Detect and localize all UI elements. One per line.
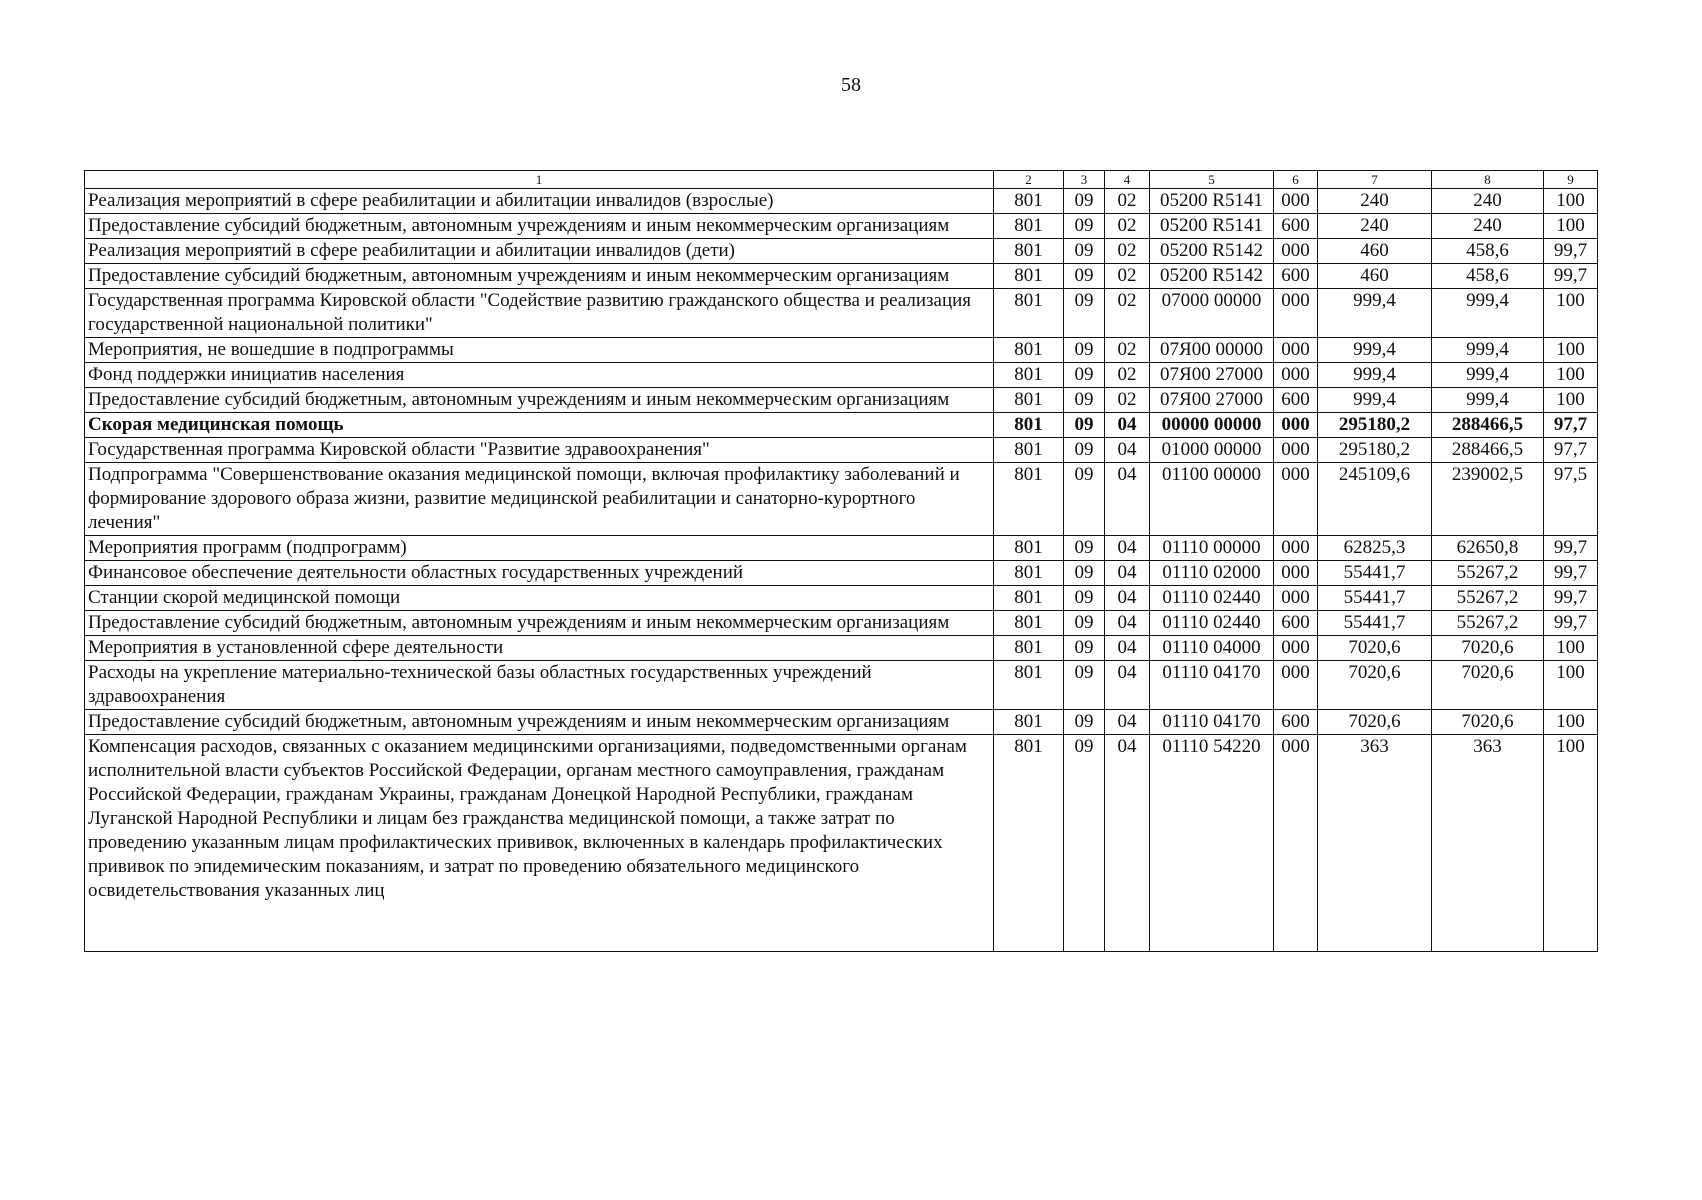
section-code-cell: 09 (1064, 214, 1105, 239)
target-article-cell: 05200 R5142 (1150, 239, 1274, 264)
row-description: Расходы на укрепление материально-технической базы областных государственных учреждений здравоохранения (85, 661, 994, 710)
section-code-cell: 09 (1064, 363, 1105, 388)
table-row (85, 214, 1598, 239)
table-row (85, 338, 1598, 363)
admin-code-cell: 801 (994, 264, 1064, 289)
execution-percent-cell: 100 (1544, 388, 1598, 413)
planned-amount-cell: 55441,7 (1318, 586, 1432, 611)
table-row (85, 661, 1598, 710)
subsection-code-cell: 04 (1105, 611, 1150, 636)
executed-amount-cell: 240 (1432, 189, 1544, 214)
column-header: 3 (1064, 171, 1105, 189)
admin-code-cell: 801 (994, 289, 1064, 338)
section-code-cell: 09 (1064, 438, 1105, 463)
section-code-cell: 09 (1064, 611, 1105, 636)
admin-code-cell: 801 (994, 338, 1064, 363)
row-description: Предоставление субсидий бюджетным, автономным учреждениям и иным некоммерческим организациям (85, 388, 994, 413)
section-code-cell: 09 (1064, 735, 1105, 952)
section-code-cell: 09 (1064, 338, 1105, 363)
column-header: 8 (1432, 171, 1544, 189)
executed-amount-cell: 999,4 (1432, 363, 1544, 388)
target-article-cell: 01000 00000 (1150, 438, 1274, 463)
row-description: Мероприятия в установленной сфере деятельности (85, 636, 994, 661)
planned-amount-cell: 55441,7 (1318, 561, 1432, 586)
subsection-code-cell: 02 (1105, 239, 1150, 264)
admin-code-cell: 801 (994, 735, 1064, 952)
section-code-cell: 09 (1064, 463, 1105, 536)
subsection-code-cell: 02 (1105, 214, 1150, 239)
expense-type-cell: 000 (1274, 536, 1318, 561)
expense-type-cell: 000 (1274, 463, 1318, 536)
budget-table (84, 170, 1598, 952)
subsection-code-cell: 04 (1105, 561, 1150, 586)
admin-code-cell: 801 (994, 363, 1064, 388)
executed-amount-cell: 458,6 (1432, 264, 1544, 289)
subsection-code-cell: 02 (1105, 264, 1150, 289)
subsection-code-cell: 04 (1105, 586, 1150, 611)
subsection-code-cell: 04 (1105, 413, 1150, 438)
target-article-cell: 01110 02440 (1150, 586, 1274, 611)
admin-code-cell: 801 (994, 438, 1064, 463)
target-article-cell: 01110 54220 (1150, 735, 1274, 952)
subsection-code-cell: 02 (1105, 363, 1150, 388)
row-description: Государственная программа Кировской области "Содействие развитию гражданского общества и реализация государственной национальной политики" (85, 289, 994, 338)
table-row (85, 388, 1598, 413)
column-header: 7 (1318, 171, 1432, 189)
expense-type-cell: 000 (1274, 438, 1318, 463)
admin-code-cell: 801 (994, 561, 1064, 586)
target-article-cell: 01110 00000 (1150, 536, 1274, 561)
subsection-code-cell: 04 (1105, 710, 1150, 735)
admin-code-cell: 801 (994, 611, 1064, 636)
subsection-code-cell: 04 (1105, 661, 1150, 710)
row-description: Предоставление субсидий бюджетным, автономным учреждениям и иным некоммерческим организациям (85, 214, 994, 239)
section-code-cell: 09 (1064, 636, 1105, 661)
executed-amount-cell: 240 (1432, 214, 1544, 239)
table-row (85, 561, 1598, 586)
expense-type-cell: 600 (1274, 214, 1318, 239)
table-row (85, 289, 1598, 338)
section-code-cell: 09 (1064, 413, 1105, 438)
executed-amount-cell: 458,6 (1432, 239, 1544, 264)
executed-amount-cell: 55267,2 (1432, 586, 1544, 611)
column-header: 4 (1105, 171, 1150, 189)
subsection-code-cell: 02 (1105, 189, 1150, 214)
executed-amount-cell: 288466,5 (1432, 413, 1544, 438)
admin-code-cell: 801 (994, 214, 1064, 239)
target-article-cell: 07Я00 27000 (1150, 363, 1274, 388)
column-header: 5 (1150, 171, 1274, 189)
executed-amount-cell: 7020,6 (1432, 661, 1544, 710)
table-row (85, 463, 1598, 536)
executed-amount-cell: 7020,6 (1432, 710, 1544, 735)
execution-percent-cell: 100 (1544, 363, 1598, 388)
executed-amount-cell: 288466,5 (1432, 438, 1544, 463)
planned-amount-cell: 999,4 (1318, 388, 1432, 413)
section-code-cell: 09 (1064, 264, 1105, 289)
planned-amount-cell: 7020,6 (1318, 710, 1432, 735)
expense-type-cell: 000 (1274, 413, 1318, 438)
admin-code-cell: 801 (994, 710, 1064, 735)
table-row (85, 536, 1598, 561)
subsection-code-cell: 02 (1105, 338, 1150, 363)
planned-amount-cell: 55441,7 (1318, 611, 1432, 636)
table-row (85, 586, 1598, 611)
table-row (85, 735, 1598, 952)
table-body (85, 189, 1598, 952)
row-description: Государственная программа Кировской области "Развитие здравоохранения" (85, 438, 994, 463)
target-article-cell: 01110 04170 (1150, 661, 1274, 710)
row-description: Скорая медицинская помощь (85, 413, 994, 438)
expense-type-cell: 000 (1274, 289, 1318, 338)
execution-percent-cell: 100 (1544, 710, 1598, 735)
admin-code-cell: 801 (994, 586, 1064, 611)
execution-percent-cell: 100 (1544, 636, 1598, 661)
row-description: Реализация мероприятий в сфере реабилитации и абилитации инвалидов (дети) (85, 239, 994, 264)
section-code-cell: 09 (1064, 189, 1105, 214)
row-description: Предоставление субсидий бюджетным, автономным учреждениям и иным некоммерческим организациям (85, 264, 994, 289)
section-code-cell: 09 (1064, 536, 1105, 561)
column-header: 6 (1274, 171, 1318, 189)
target-article-cell: 01110 04000 (1150, 636, 1274, 661)
section-code-cell: 09 (1064, 388, 1105, 413)
row-description: Предоставление субсидий бюджетным, автономным учреждениям и иным некоммерческим организациям (85, 611, 994, 636)
column-header: 9 (1544, 171, 1598, 189)
admin-code-cell: 801 (994, 636, 1064, 661)
subsection-code-cell: 04 (1105, 636, 1150, 661)
row-description: Финансовое обеспечение деятельности областных государственных учреждений (85, 561, 994, 586)
section-code-cell: 09 (1064, 586, 1105, 611)
target-article-cell: 05200 R5141 (1150, 189, 1274, 214)
section-code-cell: 09 (1064, 289, 1105, 338)
subsection-code-cell: 04 (1105, 463, 1150, 536)
executed-amount-cell: 999,4 (1432, 338, 1544, 363)
target-article-cell: 01110 02000 (1150, 561, 1274, 586)
execution-percent-cell: 100 (1544, 189, 1598, 214)
executed-amount-cell: 62650,8 (1432, 536, 1544, 561)
planned-amount-cell: 7020,6 (1318, 636, 1432, 661)
table-row (85, 438, 1598, 463)
target-article-cell: 01110 02440 (1150, 611, 1274, 636)
expense-type-cell: 600 (1274, 710, 1318, 735)
expense-type-cell: 600 (1274, 388, 1318, 413)
expense-type-cell: 000 (1274, 338, 1318, 363)
execution-percent-cell: 99,7 (1544, 239, 1598, 264)
execution-percent-cell: 100 (1544, 735, 1598, 952)
executed-amount-cell: 239002,5 (1432, 463, 1544, 536)
planned-amount-cell: 999,4 (1318, 363, 1432, 388)
table-header (85, 171, 1598, 189)
execution-percent-cell: 99,7 (1544, 561, 1598, 586)
execution-percent-cell: 99,7 (1544, 586, 1598, 611)
admin-code-cell: 801 (994, 388, 1064, 413)
table-row (85, 239, 1598, 264)
target-article-cell: 07Я00 00000 (1150, 338, 1274, 363)
execution-percent-cell: 99,7 (1544, 264, 1598, 289)
planned-amount-cell: 295180,2 (1318, 438, 1432, 463)
table-row (85, 636, 1598, 661)
planned-amount-cell: 460 (1318, 264, 1432, 289)
target-article-cell: 05200 R5142 (1150, 264, 1274, 289)
table-row (85, 264, 1598, 289)
target-article-cell: 07000 00000 (1150, 289, 1274, 338)
planned-amount-cell: 245109,6 (1318, 463, 1432, 536)
target-article-cell: 01110 04170 (1150, 710, 1274, 735)
admin-code-cell: 801 (994, 661, 1064, 710)
table-row (85, 710, 1598, 735)
expense-type-cell: 000 (1274, 636, 1318, 661)
section-code-cell: 09 (1064, 661, 1105, 710)
admin-code-cell: 801 (994, 536, 1064, 561)
planned-amount-cell: 999,4 (1318, 289, 1432, 338)
expense-type-cell: 600 (1274, 611, 1318, 636)
executed-amount-cell: 55267,2 (1432, 561, 1544, 586)
execution-percent-cell: 99,7 (1544, 536, 1598, 561)
planned-amount-cell: 62825,3 (1318, 536, 1432, 561)
row-description: Станции скорой медицинской помощи (85, 586, 994, 611)
row-description: Подпрограмма "Совершенствование оказания медицинской помощи, включая профилактику заболеваний и формирование здорового образа жизни, развитие медицинской реабилитации и санаторно-курортного лечения" (85, 463, 994, 536)
admin-code-cell: 801 (994, 239, 1064, 264)
column-header: 1 (85, 171, 994, 189)
target-article-cell: 00000 00000 (1150, 413, 1274, 438)
admin-code-cell: 801 (994, 189, 1064, 214)
executed-amount-cell: 999,4 (1432, 388, 1544, 413)
row-description: Мероприятия программ (подпрограмм) (85, 536, 994, 561)
section-code-cell: 09 (1064, 710, 1105, 735)
row-description: Мероприятия, не вошедшие в подпрограммы (85, 338, 994, 363)
subsection-code-cell: 04 (1105, 536, 1150, 561)
table-row (85, 413, 1598, 438)
planned-amount-cell: 7020,6 (1318, 661, 1432, 710)
planned-amount-cell: 363 (1318, 735, 1432, 952)
executed-amount-cell: 363 (1432, 735, 1544, 952)
row-description: Реализация мероприятий в сфере реабилитации и абилитации инвалидов (взрослые) (85, 189, 994, 214)
admin-code-cell: 801 (994, 413, 1064, 438)
row-description: Компенсация расходов, связанных с оказанием медицинскими организациями, подведомственными органам исполнительной власти субъектов Российской Федерации, органам местного самоуправления, гражданам Российской Федерации, гражданам Украины, гражданам Донецкой Народной Республики, гражданам Луганской Народной Республики и лицам без гражданства медицинской помощи, а также затрат по проведению указанным лицам профилактических прививок, включенных в календарь профилактических прививок по эпидемическим показаниям, и затрат по проведению обязательного медицинского освидетельствования указанных лиц (85, 735, 994, 952)
target-article-cell: 01100 00000 (1150, 463, 1274, 536)
execution-percent-cell: 100 (1544, 289, 1598, 338)
section-code-cell: 09 (1064, 239, 1105, 264)
execution-percent-cell: 97,5 (1544, 463, 1598, 536)
row-description: Фонд поддержки инициатив населения (85, 363, 994, 388)
expense-type-cell: 000 (1274, 586, 1318, 611)
expense-type-cell: 000 (1274, 735, 1318, 952)
target-article-cell: 05200 R5141 (1150, 214, 1274, 239)
expense-type-cell: 600 (1274, 264, 1318, 289)
expense-type-cell: 000 (1274, 363, 1318, 388)
target-article-cell: 07Я00 27000 (1150, 388, 1274, 413)
execution-percent-cell: 100 (1544, 661, 1598, 710)
execution-percent-cell: 97,7 (1544, 438, 1598, 463)
planned-amount-cell: 295180,2 (1318, 413, 1432, 438)
subsection-code-cell: 04 (1105, 735, 1150, 952)
expense-type-cell: 000 (1274, 189, 1318, 214)
table-row (85, 363, 1598, 388)
subsection-code-cell: 04 (1105, 438, 1150, 463)
expense-type-cell: 000 (1274, 239, 1318, 264)
executed-amount-cell: 7020,6 (1432, 636, 1544, 661)
executed-amount-cell: 999,4 (1432, 289, 1544, 338)
subsection-code-cell: 02 (1105, 388, 1150, 413)
page-number: 58 (841, 74, 861, 96)
subsection-code-cell: 02 (1105, 289, 1150, 338)
planned-amount-cell: 240 (1318, 214, 1432, 239)
table-row (85, 611, 1598, 636)
column-header: 2 (994, 171, 1064, 189)
execution-percent-cell: 99,7 (1544, 611, 1598, 636)
admin-code-cell: 801 (994, 463, 1064, 536)
section-code-cell: 09 (1064, 561, 1105, 586)
expense-type-cell: 000 (1274, 561, 1318, 586)
planned-amount-cell: 999,4 (1318, 338, 1432, 363)
planned-amount-cell: 240 (1318, 189, 1432, 214)
table-row (85, 189, 1598, 214)
execution-percent-cell: 100 (1544, 338, 1598, 363)
executed-amount-cell: 55267,2 (1432, 611, 1544, 636)
row-description: Предоставление субсидий бюджетным, автономным учреждениям и иным некоммерческим организациям (85, 710, 994, 735)
expense-type-cell: 000 (1274, 661, 1318, 710)
planned-amount-cell: 460 (1318, 239, 1432, 264)
execution-percent-cell: 97,7 (1544, 413, 1598, 438)
execution-percent-cell: 100 (1544, 214, 1598, 239)
column-number-row (85, 171, 1598, 189)
